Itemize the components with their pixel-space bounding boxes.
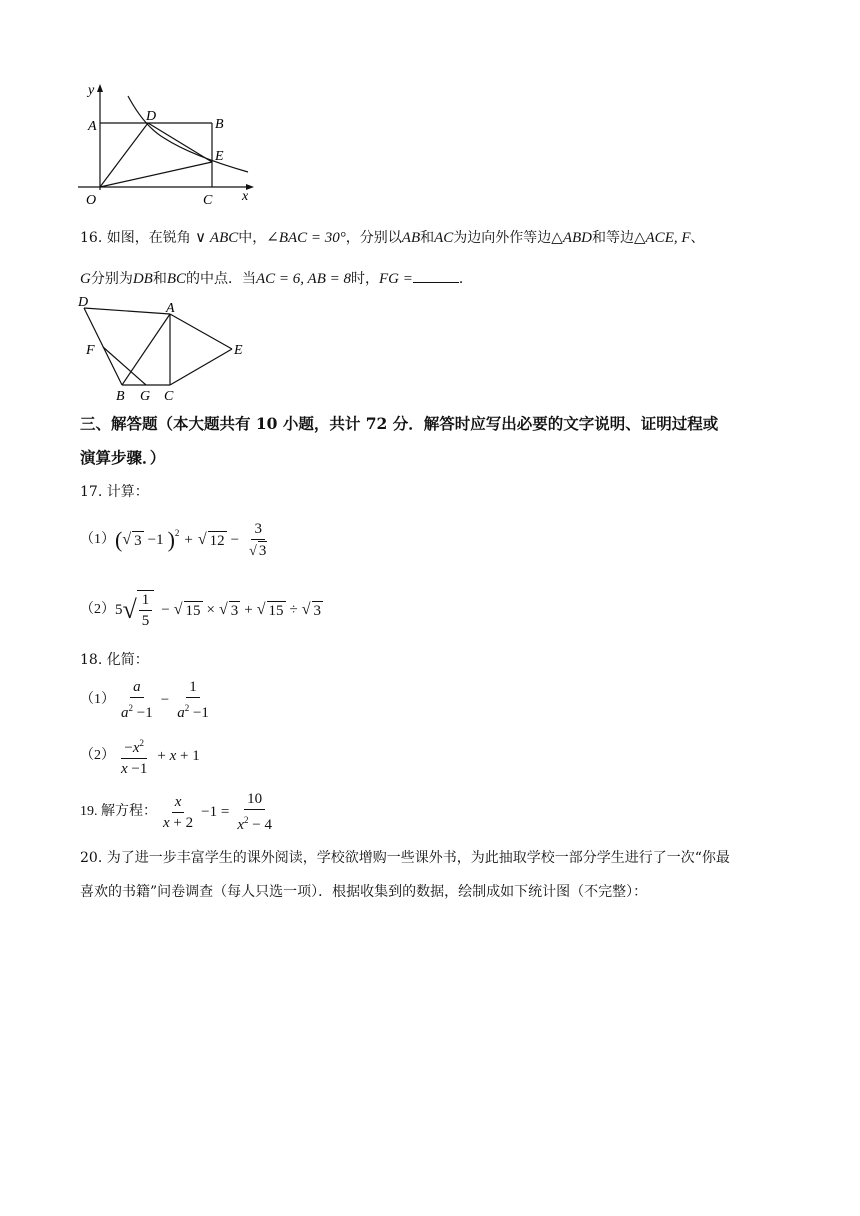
q16-fg: FG = [378,271,413,287]
label-D: D [146,109,157,124]
part-label: （1） [80,692,115,707]
q16-angle: ∠BAC = 30° [266,230,346,246]
q17-title: 17. 计算： [80,484,149,500]
q20-line1: 20. 为了进一步丰富学生的课外阅读，学校欲增购一些课外书，为此抽取学校一部分学生进行了一次“你最 [80,850,730,866]
label-O: O [86,193,97,208]
label-G: G [140,389,151,404]
q16-text: 分别为 [90,271,133,287]
expr-17-2: 5 √ $\frac{1}{5}$ − √ 15 × √ 3 + √ 15 ÷ √ 3 [115,592,322,629]
figure-q15 [72,80,262,212]
q16-bc: BC [166,271,187,287]
label-C: C [164,389,174,404]
q16-ab: AB [401,230,421,246]
q18-title: 18. 化简： [80,652,149,668]
q16-abd: △ABD [551,230,592,246]
label-D: D [78,295,89,310]
q16-text: ． [458,271,473,287]
q16-text: 中， [238,230,267,246]
q17-part1 [80,518,273,562]
label-B: B [215,117,224,132]
label-A: A [88,119,97,134]
expr-18-2: $\frac{-x^2}{x -1}$ + x + 1 [115,734,204,778]
q16-cond: AC = 6, AB = 8 [256,271,351,287]
answer-blank[interactable] [413,268,459,283]
q16-db: DB [132,271,153,287]
q16-tri: ABC [209,230,239,246]
q18-part2 [80,734,204,778]
q16-line2 [80,268,473,289]
expr-18-1: $\frac{a}{a^2 -1}$ − $\frac{1}{a^2 -1}$ [121,679,209,721]
expr-19: $\frac{x}{x + 2}$ −1 = $\frac{10}{x^2 - 4}$ [163,791,272,833]
label-F: F [86,343,95,358]
part-label: （1） [80,532,115,547]
q16-ace: △ACE, F [633,230,691,246]
label-B: B [116,389,125,404]
part-label: （2） [80,602,115,617]
q16-text: 的中点．当 [186,271,257,287]
expr-17-1: ( √ 3 −1 ) $^2$ + √ 12 − $\frac{3}{√ 3}$ [115,520,267,559]
q16-text: 和 [420,230,435,246]
label-A: A [166,301,175,316]
q19-title: 19. 解方程： [80,804,157,819]
q16-text: 时， [350,271,379,287]
q17-part2 [80,588,323,632]
q16-num: 16. 如图，在锐角 [80,230,191,246]
figure-q16 [74,292,254,404]
label-E: E [234,343,243,358]
q18-part1 [80,678,215,722]
q20-line2: 喜欢的书籍”问卷调查（每人只选一项）．根据收集到的数据，绘制成如下统计图（不完整）： [80,884,648,900]
q16-text: 、 [690,230,705,246]
q16-g: G [80,271,91,287]
label-E: E [215,149,224,164]
label-x: x [242,189,249,204]
label-y: y [88,83,95,98]
q16-text: 为边向外作等边 [453,230,552,246]
section-heading: 三、解答题（本大题共有 10 小题，共计 72 分．解答时应写出必要的文字说明、证明过程或 [80,414,719,433]
label-C: C [203,193,213,208]
part-label: （2） [80,748,115,763]
q16-text: 和 [152,271,167,287]
q16-text: 和等边 [591,230,634,246]
q16-ac: AC [434,230,454,246]
section-heading-cont: 演算步骤．） [80,448,166,467]
q16-line1: 16. 如图，在锐角 ∨ ABC中，∠BAC = 30°，分别以AB和AC为边向外作等边△ABD和等边△ACE, F、 [80,230,705,246]
q16-text: ，分别以 [345,230,402,246]
q19 [80,790,278,834]
